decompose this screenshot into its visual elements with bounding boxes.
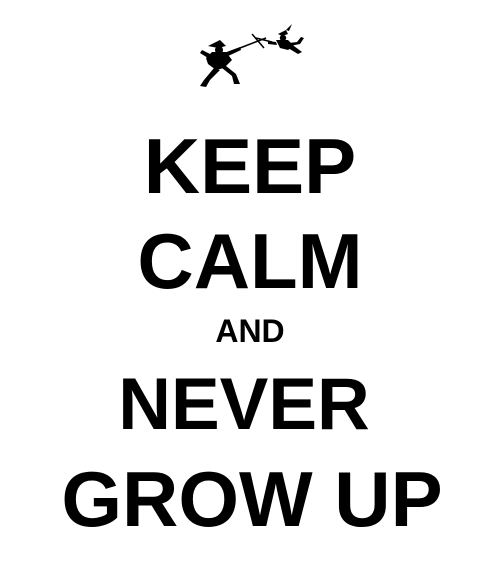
fencing-silhouettes-icon <box>190 24 310 94</box>
headline-line-4: NEVER <box>118 364 370 445</box>
headline-line-5: GROW UP <box>61 455 443 543</box>
headline-connector: AND <box>215 313 285 349</box>
headline-line-2: CALM <box>137 217 363 305</box>
headline-line-1: KEEP <box>143 122 357 210</box>
